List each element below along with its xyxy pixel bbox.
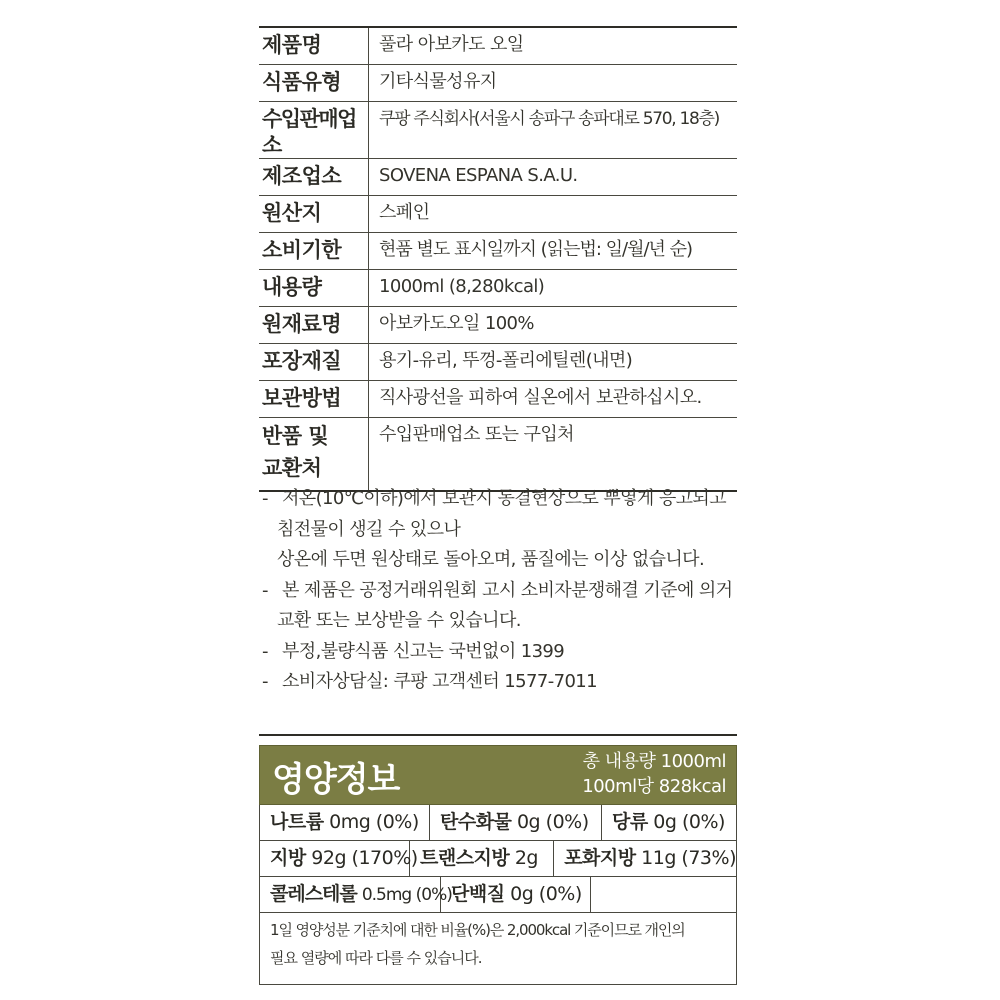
info-value: SOVENA ESPANA S.A.U. <box>379 165 578 186</box>
nutrition-footnote <box>259 913 737 985</box>
notice-text: 침전물이 생길 수 있으나 <box>277 518 461 540</box>
nutrient-name: 콜레스테롤 <box>270 883 357 905</box>
info-row-storage <box>259 381 737 418</box>
notice-text: 교환 또는 보상받을 수 있습니다. <box>277 610 521 631</box>
info-value: 스페인 <box>379 202 430 223</box>
info-row-expiry <box>259 233 737 270</box>
footnote-line: 1일 영양성분 기준치에 대한 비율(%)은 2,000kcal 기준이므로 개인의 <box>270 921 685 939</box>
nutrient-name: 단백질 <box>451 883 505 905</box>
info-value: 풀라 아보카도 오일 <box>379 34 524 55</box>
notice-text: 상온에 두면 원상태로 돌아오며, 품질에는 이상 없습니다. <box>277 549 705 570</box>
product-info-table <box>259 26 737 492</box>
nutrition-header <box>259 745 737 805</box>
info-value: 아보카도오일 100% <box>379 313 534 334</box>
info-key: 보관방법 <box>259 381 369 417</box>
info-key: 원재료명 <box>259 307 369 343</box>
nutrient-saturated-fat <box>554 841 736 876</box>
info-key: 수입판매업소 <box>259 102 369 158</box>
nutrition-row <box>260 841 736 877</box>
info-value: 수입판매업소 또는 구입처 <box>379 424 574 445</box>
info-value: 1000ml (8,280kcal) <box>379 276 545 297</box>
nutrition-per-serving: 100ml당 828kcal <box>582 776 726 797</box>
info-value: 용기-유리, 뚜껑-폴리에틸렌(내면) <box>379 350 633 371</box>
notice-text: 소비자상담실: 쿠팡 고객센터 1577-7011 <box>282 671 597 692</box>
info-row-food-type <box>259 65 737 102</box>
info-key: 포장재질 <box>259 344 369 380</box>
info-value: 기타식물성유지 <box>379 71 497 92</box>
nutrient-value: 92g (170%) <box>311 847 418 869</box>
nutrient-name: 나트륨 <box>270 811 324 833</box>
nutrition-title: 영양정보 <box>272 760 400 800</box>
nutrition-total: 총 내용량 1000ml <box>582 751 726 772</box>
info-value: 직사광선을 피하여 실온에서 보관하십시오. <box>379 387 702 408</box>
nutrient-fat <box>260 841 418 876</box>
info-row-ingredients <box>259 307 737 344</box>
nutrition-facts <box>259 734 737 985</box>
info-key: 제조업소 <box>259 159 369 195</box>
nutrient-name: 포화지방 <box>564 847 636 869</box>
notice-text: 본 제품은 공정거래위원회 고시 소비자분쟁해결 기준에 의거 <box>282 579 733 601</box>
info-row-packaging <box>259 344 737 381</box>
nutrition-row <box>260 805 736 841</box>
notice-item <box>262 484 740 515</box>
info-key: 제품명 <box>259 28 369 64</box>
nutrient-value: 0.5mg (0%) <box>361 885 452 905</box>
nutrient-protein <box>441 877 591 912</box>
nutrient-name: 지방 <box>270 847 306 869</box>
info-row-manufacturer <box>259 159 737 196</box>
info-key <box>259 418 369 490</box>
nutrient-name: 트랜스지방 <box>420 847 510 869</box>
notice-list <box>262 484 740 698</box>
nutrient-name: 탄수화물 <box>440 811 512 833</box>
info-key-line: 교환처 <box>262 456 322 480</box>
notice-item <box>262 667 740 698</box>
notice-dash: - <box>262 579 268 601</box>
info-value: 현품 별도 표시일까지 (읽는법: 일/월/년 순) <box>379 239 693 260</box>
info-row-returns <box>259 418 737 490</box>
notice-text: 저온(10℃이하)에서 보관시 동결현상으로 뿌옇게 응고되고 <box>282 488 726 509</box>
notice-item <box>262 637 740 668</box>
notice-dash: - <box>262 671 268 692</box>
nutrient-cholesterol <box>260 877 452 912</box>
notice-dash: - <box>262 488 268 509</box>
notice-text: 부정,불량식품 신고는 국번없이 1399 <box>282 640 565 662</box>
info-key: 원산지 <box>259 196 369 232</box>
info-key: 식품유형 <box>259 65 369 101</box>
nutrient-value: 0g (0%) <box>653 811 725 833</box>
info-row-volume <box>259 270 737 307</box>
info-row-product-name <box>259 28 737 65</box>
info-row-importer <box>259 102 737 159</box>
nutrient-empty-cell <box>591 877 736 912</box>
info-key: 내용량 <box>259 270 369 306</box>
nutrient-value: 0g (0%) <box>510 883 582 905</box>
info-row-origin <box>259 196 737 233</box>
nutrient-name: 당류 <box>612 811 648 833</box>
nutrition-amounts <box>582 749 726 799</box>
nutrient-trans-fat <box>410 841 554 876</box>
info-value: 쿠팡 주식회사(서울시 송파구 송파대로 570, 18층) <box>379 109 719 129</box>
nutrient-value: 2g <box>514 847 538 869</box>
nutrient-value: 0g (0%) <box>516 811 589 833</box>
nutrition-row <box>260 877 736 913</box>
nutrition-grid <box>259 805 737 913</box>
nutrient-sodium <box>260 805 430 840</box>
nutrient-sugar <box>602 805 736 840</box>
nutrient-value: 0mg (0%) <box>329 811 419 833</box>
info-key: 소비기한 <box>259 233 369 269</box>
nutrient-carbs <box>430 805 602 840</box>
info-key-line: 반품 및 <box>262 424 329 448</box>
nutrient-value: 11g (73%) <box>641 847 736 869</box>
footnote-line: 필요 열량에 따라 다를 수 있습니다. <box>270 949 482 967</box>
notice-dash: - <box>262 640 268 662</box>
notice-item <box>262 576 740 607</box>
